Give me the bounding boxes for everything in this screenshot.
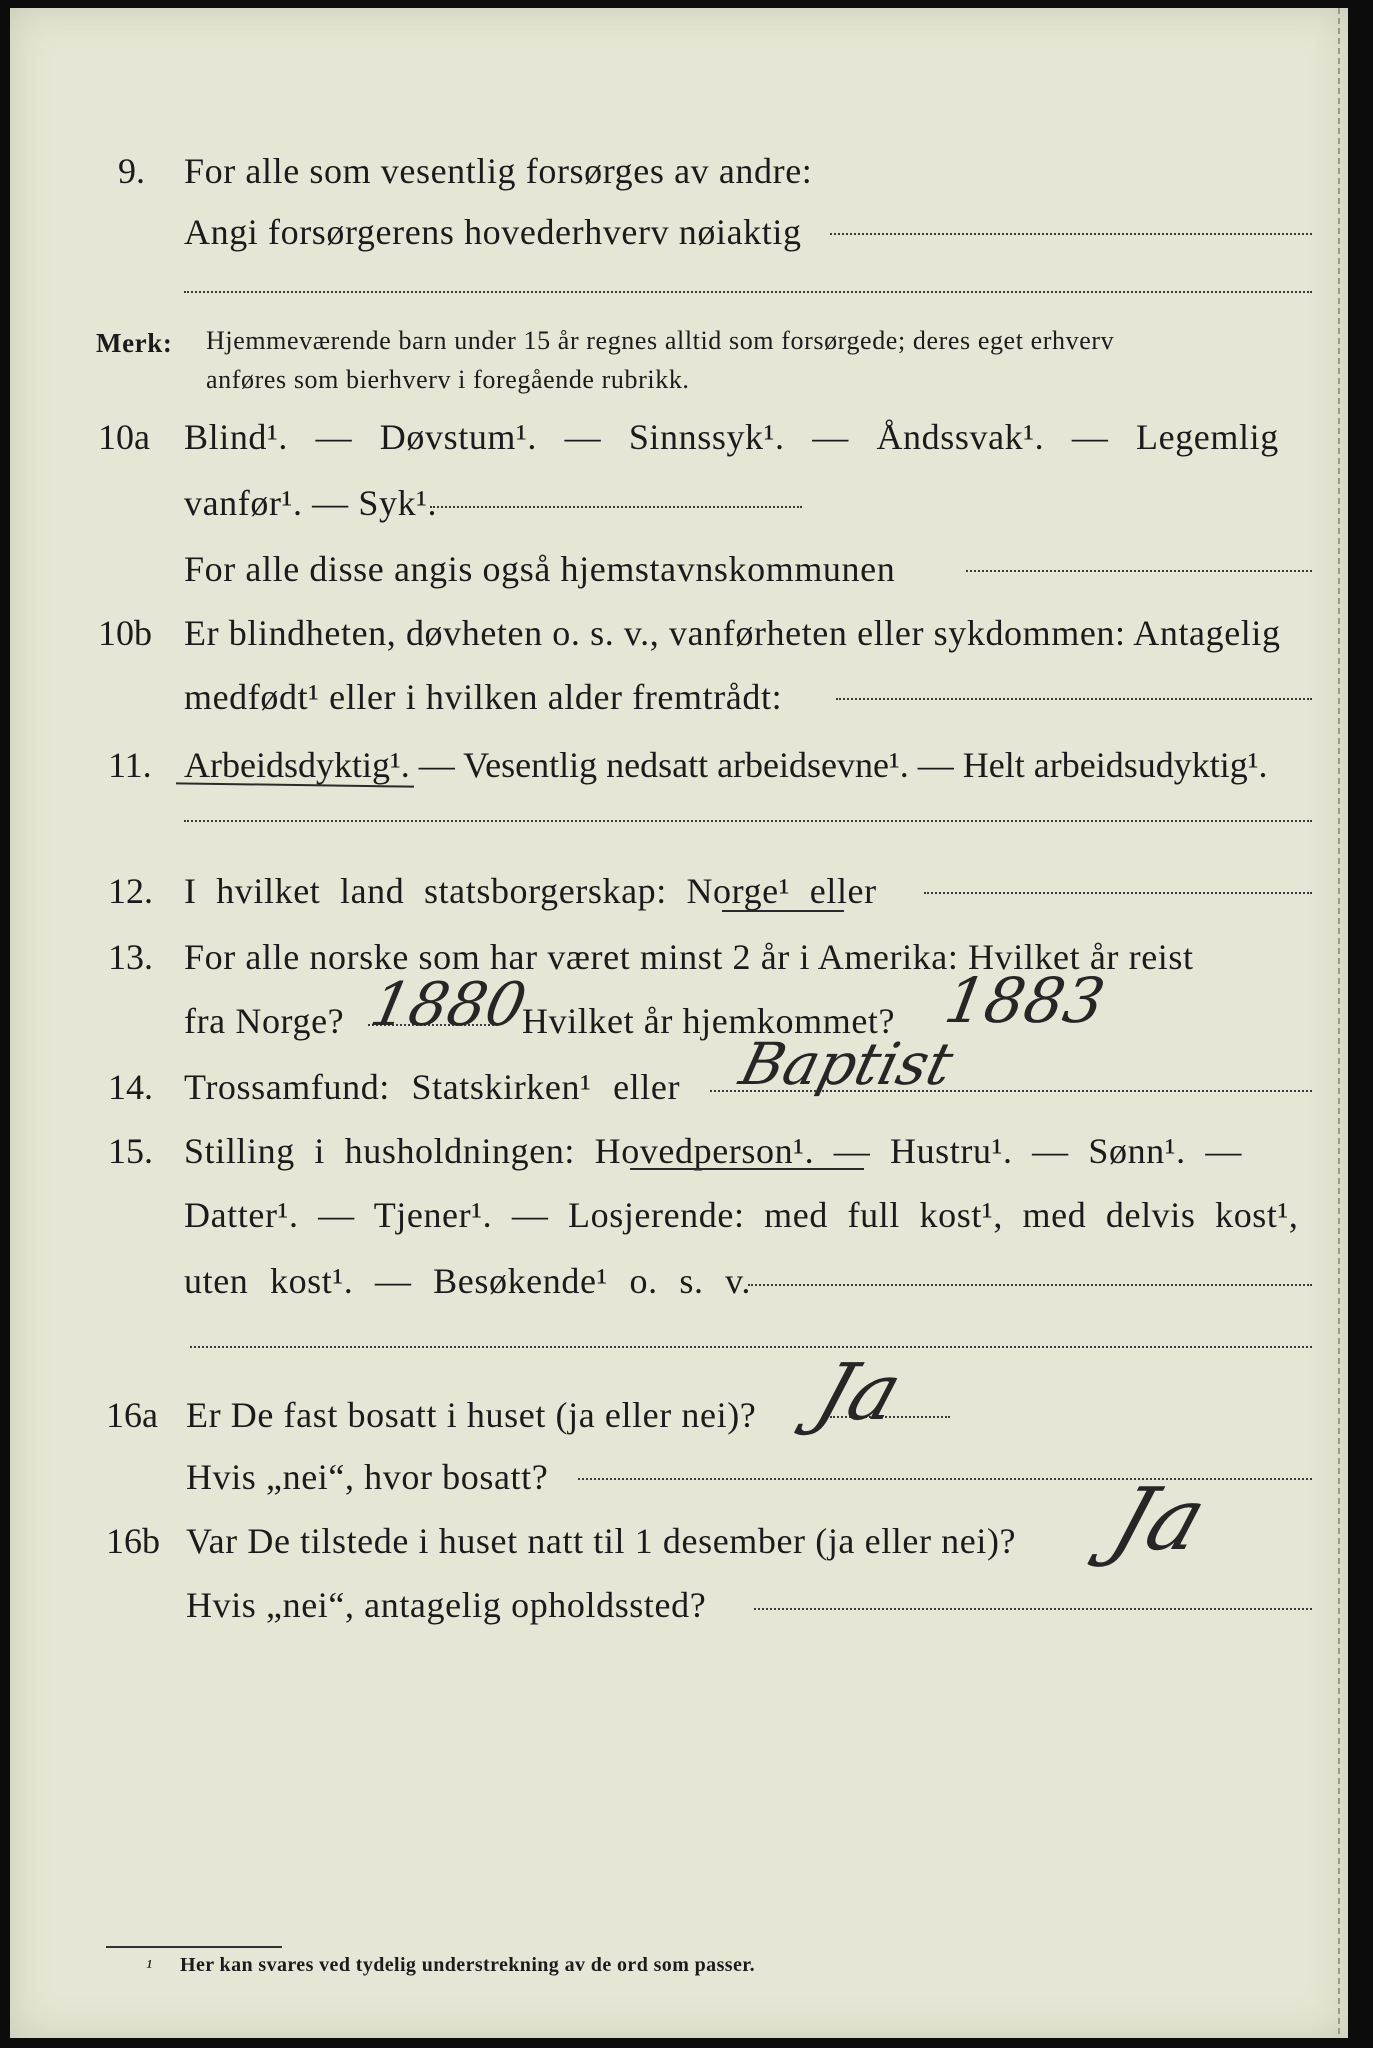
q10a-hjemstavn-line[interactable] (966, 570, 1312, 572)
q16b-line2: Hvis „nei“, antagelig opholdssted? (186, 1585, 707, 1625)
q15-line1: Stilling i husholdningen: Hovedperson¹. — Hustru¹. — Sønn¹. — (184, 1131, 1242, 1171)
q10b-line2: medfødt¹ eller i hvilken alder fremtrådt: (184, 677, 783, 717)
q12-line1: I hvilket land statsborgerskap: Norge¹ eller (184, 871, 877, 911)
merk-line1: Hjemmeværende barn under 15 år regnes alltid som forsørgede; deres eget erhverv (206, 326, 1115, 355)
q13-answer-reist-year: 1880 (364, 970, 533, 1040)
q15-line2: Datter¹. — Tjener¹. — Losjerende: med full kost¹, med delvis kost¹, (184, 1195, 1299, 1235)
q12-answer-line[interactable] (924, 892, 1312, 894)
q13-line2a: fra Norge? (184, 1001, 345, 1041)
q14-number: 14. (108, 1067, 153, 1107)
q16b-line1: Var De tilstede i huset natt til 1 desember (ja eller nei)? (186, 1521, 1017, 1561)
footnote-marker: ¹ (146, 1956, 153, 1978)
perforation-edge (1338, 8, 1340, 2038)
census-form-page (10, 8, 1348, 2038)
q9-answer-line-2[interactable] (184, 291, 1312, 293)
q13-answer-hjem-year: 1883 (939, 964, 1111, 1037)
q10b-line1: Er blindheten, døvheten o. s. v., vanførheten eller sykdommen: Antagelig (184, 613, 1281, 653)
q16a-line2: Hvis „nei“, hvor bosatt? (186, 1457, 549, 1497)
q11-answer-line[interactable] (184, 820, 1312, 822)
q14-line1: Trossamfund: Statskirken¹ eller (184, 1067, 681, 1107)
q10a-line1: Blind¹. — Døvstum¹. — Sinnssyk¹. — Åndssvak¹. — Legemlig (184, 417, 1279, 457)
q12-norge-underline (722, 910, 844, 912)
q9-answer-line[interactable] (830, 233, 1312, 235)
q16a-line1: Er De fast bosatt i huset (ja eller nei)? (186, 1395, 757, 1435)
footnote-text: Her kan svares ved tydelig understrekning av de ord som passer. (180, 1954, 756, 1976)
q9-line2: Angi forsørgerens hovederhverv nøiaktig (184, 212, 802, 252)
q16b-opholdssted-line[interactable] (754, 1608, 1312, 1610)
merk-line2: anføres som bierhverv i foregående rubrikk. (206, 365, 690, 394)
q12-number: 12. (108, 871, 153, 911)
q10a-number: 10a (98, 417, 150, 457)
q10a-line3: For alle disse angis også hjemstavnskommunen (184, 549, 896, 589)
q15-line3: uten kost¹. — Besøkende¹ o. s. v. (184, 1261, 752, 1301)
q15-hovedperson-underline (630, 1168, 864, 1170)
q15-number: 15. (108, 1131, 153, 1171)
q11-number: 11. (108, 745, 152, 785)
q16b-number: 16b (106, 1521, 160, 1561)
q10a-line2: vanfør¹. — Syk¹. (184, 483, 438, 523)
merk-label: Merk: (96, 328, 173, 358)
q15-answer-line-2[interactable] (190, 1346, 1312, 1348)
q13-line1: For alle norske som har været minst 2 år i Amerika: Hvilket år reist (184, 937, 1194, 977)
q13-number: 13. (108, 937, 153, 977)
q9-line1: For alle som vesentlig forsørges av andre: (184, 151, 813, 191)
q16a-number: 16a (106, 1395, 158, 1435)
q15-answer-line[interactable] (748, 1284, 1312, 1286)
q13-line2b: Hvilket år hjemkommet? (522, 1001, 896, 1041)
q10b-number: 10b (98, 613, 152, 653)
q9-number: 9. (118, 151, 145, 191)
footnote-rule (106, 1946, 282, 1948)
q11-line1: Arbeidsdyktig¹. — Vesentlig nedsatt arbeidsevne¹. — Helt arbeidsudyktig¹. (184, 745, 1268, 785)
q14-answer-trossamfund: Baptist (733, 1030, 960, 1098)
q10a-answer-line[interactable] (430, 506, 802, 508)
q16b-answer: Ja (1099, 1470, 1218, 1570)
q10b-answer-line[interactable] (836, 698, 1312, 700)
q16a-answer: Ja (805, 1348, 913, 1438)
